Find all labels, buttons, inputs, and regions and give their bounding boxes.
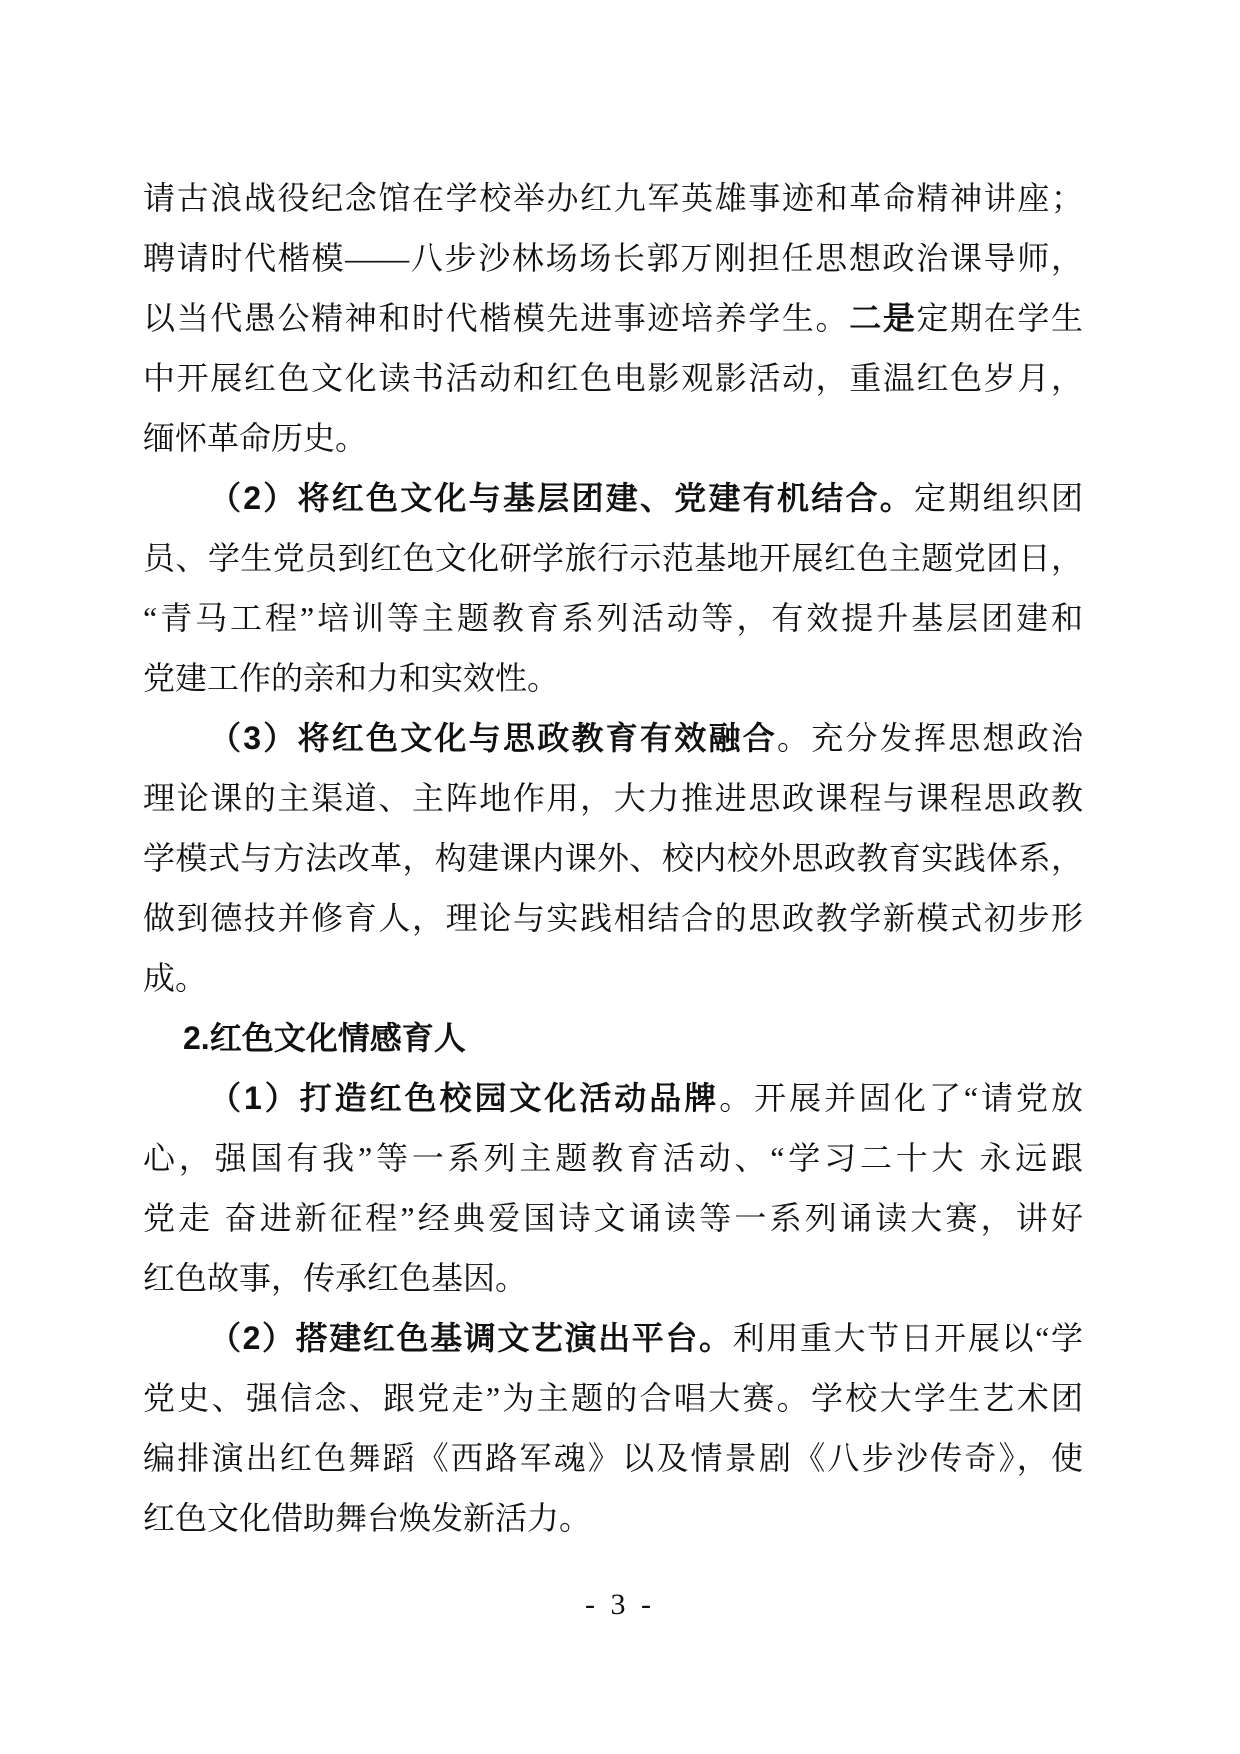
text-line [143, 588, 1083, 648]
text-segment: 请古浪战役纪念馆在学校举办红九军英雄事迹和革命精神讲座； [143, 180, 1083, 216]
text-segment: 红色故事，传承红色基因。 [143, 1260, 528, 1296]
text-line [143, 468, 1083, 528]
text-line [143, 708, 1083, 768]
text-segment: 聘请时代楷模——八步沙林场场长郭万刚担任思想政治课导师， [143, 240, 1083, 276]
text-segment: 编排演出红色舞蹈《西路军魂》以及情景剧《八步沙传奇》，使 [143, 1440, 1083, 1476]
text-segment: 。开展并固化了“请党放 [719, 1080, 1083, 1116]
text-segment: 心，强国有我”等一系列主题教育活动、“学习二十大 永远跟 [143, 1140, 1083, 1176]
bold-text-segment: 2.红色文化情感育人 [183, 1020, 466, 1056]
text-segment: 红色文化借助舞台焕发新活力。 [143, 1500, 592, 1536]
text-segment: 中开展红色文化读书活动和红色电影观影活动，重温红色岁月， [143, 360, 1083, 396]
text-segment: 做到德技并修育人，理论与实践相结合的思政教学新模式初步形 [143, 900, 1083, 936]
text-line [143, 648, 1083, 708]
text-line [143, 1488, 1083, 1548]
text-segment: 以当代愚公精神和时代楷模先进事迹培养学生。 [143, 300, 850, 336]
text-segment: 定期在学生 [916, 300, 1083, 336]
text-segment: 员、学生党员到红色文化研学旅行示范基地开展红色主题党团日， [143, 540, 1083, 576]
text-segment: 缅怀革命历史。 [143, 420, 368, 456]
text-line [143, 1008, 1083, 1068]
text-line [143, 1428, 1083, 1488]
text-line [143, 1128, 1083, 1188]
text-line [143, 288, 1083, 348]
text-line [143, 1308, 1083, 1368]
text-segment: 定期组织团 [913, 480, 1083, 516]
text-line [143, 528, 1083, 588]
text-segment: 党史、强信念、跟党走”为主题的合唱大赛。学校大学生艺术团 [143, 1380, 1083, 1416]
text-line [143, 828, 1083, 888]
bold-text-segment: （1）打造红色校园文化活动品牌 [209, 1080, 720, 1116]
text-line [143, 1368, 1083, 1428]
text-line [143, 1188, 1083, 1248]
bold-text-segment: （2）搭建红色基调文艺演出平台。 [209, 1320, 733, 1356]
bold-text-segment: （2）将红色文化与基层团建、党建有机结合。 [209, 480, 914, 516]
text-segment: 利用重大节日开展以“学 [732, 1320, 1083, 1356]
bold-text-segment: 二是 [849, 300, 917, 336]
text-segment: 成。 [143, 960, 208, 996]
text-segment: 。充分发挥思想政治 [777, 720, 1083, 756]
text-line [143, 168, 1083, 228]
text-line [143, 948, 1083, 1008]
text-line [143, 888, 1083, 948]
text-line [143, 408, 1083, 468]
text-segment: “青马工程”培训等主题教育系列活动等，有效提升基层团建和 [143, 600, 1083, 636]
bold-text-segment: （3）将红色文化与思政教育有效融合 [209, 720, 777, 756]
text-segment: 理论课的主渠道、主阵地作用，大力推进思政课程与课程思政教 [143, 780, 1083, 816]
text-line [143, 1068, 1083, 1128]
text-line [143, 1248, 1083, 1308]
text-line [143, 228, 1083, 288]
text-segment: 党走 奋进新征程”经典爱国诗文诵读等一系列诵读大赛，讲好 [143, 1200, 1083, 1236]
text-line [143, 348, 1083, 408]
page-number: - 3 - [585, 1588, 655, 1621]
document-body [143, 168, 1083, 1548]
text-line [143, 768, 1083, 828]
text-segment: 党建工作的亲和力和实效性。 [143, 660, 560, 696]
text-segment: 学模式与方法改革，构建课内课外、校内校外思政教育实践体系， [143, 840, 1083, 876]
